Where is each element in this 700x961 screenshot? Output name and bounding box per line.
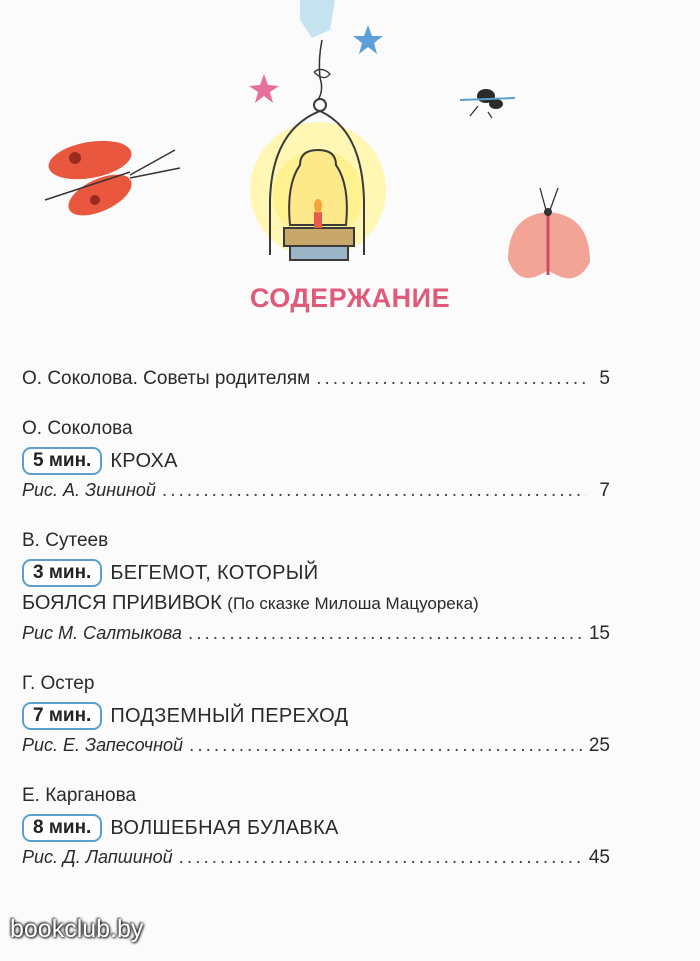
leader-dots [188,620,583,648]
story-title: БЕГЕМОТ, КОТОРЫЙ [110,562,319,584]
reading-time-badge: 7 мин. [22,702,102,730]
toc-entry[interactable] [22,415,610,505]
page-title: СОДЕРЖАНИЕ [249,283,451,313]
story-line [22,813,610,843]
page-number: 5 [599,368,610,389]
artist-row [22,843,610,872]
intro-text: О. Соколова. Советы родителям [22,368,311,389]
artist-row [22,619,610,648]
blue-star-icon [353,25,383,54]
story-title: ПОДЗЕМНЫЙ ПЕРЕХОД [110,705,349,727]
page-number: 15 [588,623,610,644]
leader-dots [316,365,586,393]
artist-credit: Рис. А. Зининой [22,480,156,500]
leader-dots [162,477,586,505]
toc-entry[interactable] [22,527,610,648]
leader-dots [179,844,583,872]
moth-small-icon [460,89,515,118]
paint-smudge [300,0,335,38]
artist-row [22,476,610,505]
watermark: bookclub.by [10,915,144,943]
toc-intro-row[interactable] [22,365,610,393]
story-line [22,701,610,731]
butterfly-left-icon [45,135,180,224]
reading-time-badge: 8 мин. [22,814,102,842]
moth-right-icon [508,188,590,278]
story-title-continued [22,588,610,619]
artist-credit: Рис. Д. Лапшиной [22,847,173,867]
artist-row [22,731,610,760]
candle-icon [314,199,322,228]
page-number: 25 [588,735,610,756]
story-title-cont: БОЯЛСЯ ПРИВИВОК [22,592,222,614]
table-of-contents [22,365,610,884]
artist-credit: Рис М. Салтыкова [22,623,182,643]
header-illustration [0,0,700,300]
artist-credit: Рис. Е. Запесочной [22,735,184,755]
reading-time-badge: 3 мин. [22,559,102,587]
story-title: КРОХА [110,450,178,472]
story-note: (По сказке Милоша Мацуорека) [227,594,479,613]
entry-author: Е. Карганова [22,785,137,806]
reading-time-badge: 5 мин. [22,447,102,475]
toc-entry[interactable] [22,782,610,872]
story-title: ВОЛШЕБНАЯ БУЛАВКА [110,817,339,839]
entry-author: В. Сутеев [22,530,109,551]
leader-dots [189,732,583,760]
toc-entry[interactable] [22,670,610,760]
pink-star-icon [249,74,279,103]
story-line [22,446,610,476]
story-line [22,558,610,588]
entry-author: Г. Остер [22,673,95,694]
page-number: 7 [599,480,610,501]
page-number: 45 [588,847,610,868]
entry-author: О. Соколова [22,418,133,439]
